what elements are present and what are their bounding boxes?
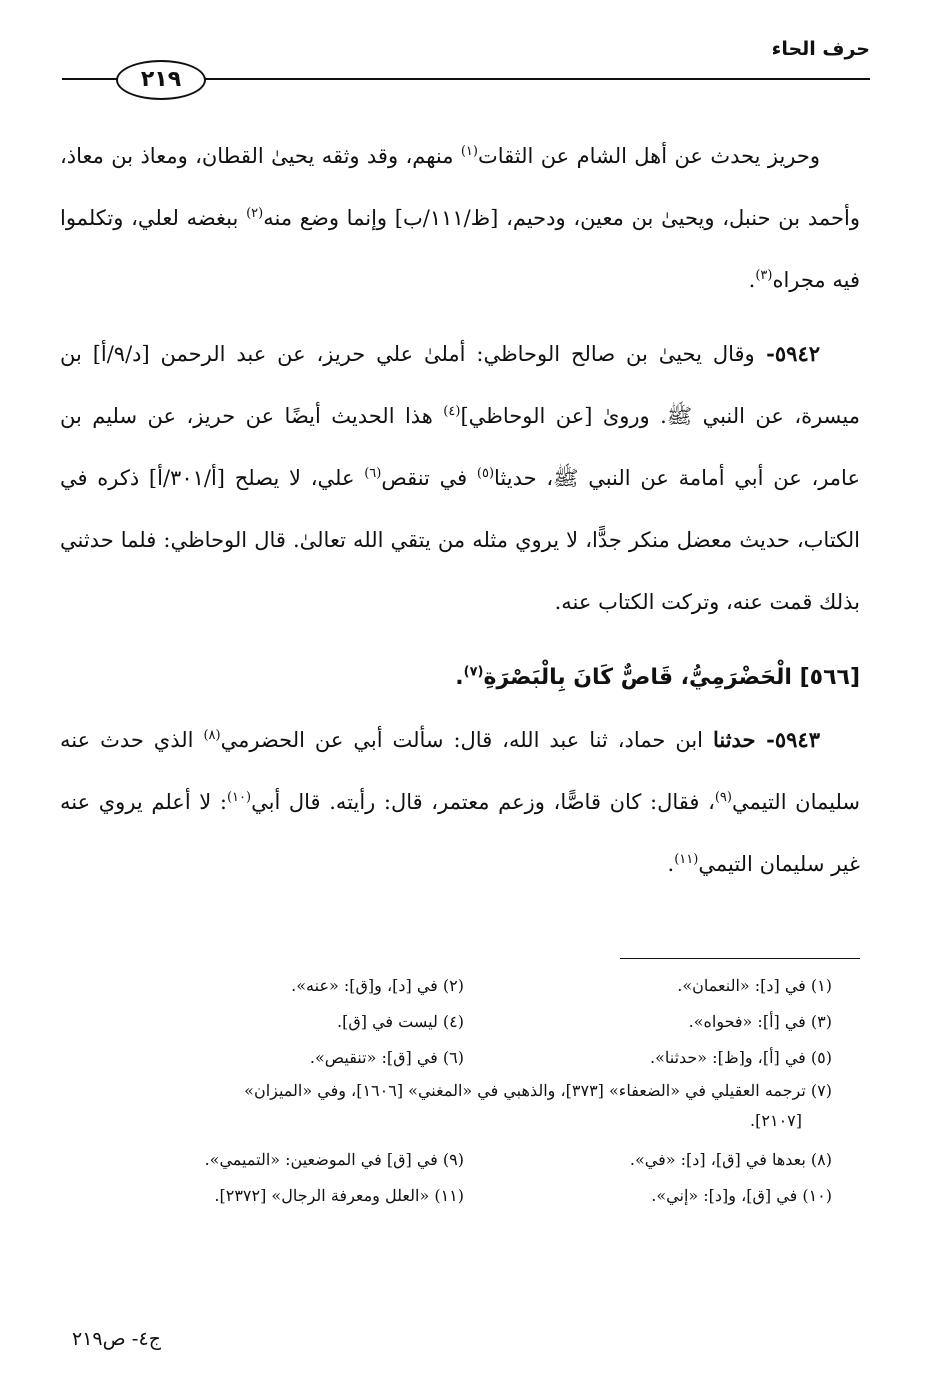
footnote-2: (٢) في [د]، و[ق]: «عنه». (291, 976, 464, 995)
footnote-rule (620, 958, 860, 959)
footnote-7 (96, 1076, 832, 1136)
page-number-badge: ٢١٩ (116, 60, 206, 100)
footnote-9: (٩) في [ق] في الموضعين: «التميمي». (204, 1150, 464, 1169)
text-run: علي، لا يصلح [أ/٣٠١/أ] ذكره في الكتاب، حديث معضل منكر جدًّا، لا يروي مثله من يتقي الله تعالىٰ. قال الوحاظي: فلما حدثني بذلك قمت عنه، وتركت الكتاب عنه. (60, 466, 860, 614)
text-run: الذي حدث عنه سليمان التيمي (60, 728, 860, 814)
footnote-11: (١١) «العلل ومعرفة الرجال» [٢٣٧٢]. (214, 1186, 464, 1205)
footnote-ref: (١١) (674, 852, 699, 867)
main-text (60, 125, 860, 895)
footnote-3: (٣) في [أ]: «فحواه». (688, 1012, 832, 1031)
footnote-ref: (١٠) (226, 790, 252, 805)
footnote-8: (٨) بعدها في [ق]، [د]: «في». (629, 1150, 832, 1169)
footnotes (96, 968, 832, 1214)
footnote-ref: (٨) (203, 728, 221, 743)
footnote-ref: (٣) (755, 268, 773, 283)
paragraph-5943 (60, 709, 860, 895)
footnote-7-line1: (٧) ترجمه العقيلي في «الضعفاء» [٣٧٣]، والذهبي في «المغني» [١٦٠٦]، وفي «الميزان» (244, 1081, 832, 1100)
footnote-row (96, 1076, 832, 1136)
text-run: هذا الحديث أيضًا عن حريز، عن سليم بن عامر، عن أبي أمامة عن النبي ﷺ، حديثا (60, 404, 860, 490)
text-run: : لا أعلم يروي عنه غير سليمان التيمي (60, 790, 860, 876)
text-run: وقال يحيىٰ بن صالح الوحاظي: أملىٰ علي حريز، عن عبد الرحمن [د/٩/أ] بن ميسرة، عن النبي ﷺ. وروىٰ [عن الوحاظي] (60, 342, 860, 428)
footnote-ref: (٢) (246, 206, 264, 221)
heading-text: . (455, 665, 464, 690)
volume-page-reference: ج٤- ص٢١٩ (72, 1328, 161, 1350)
hadith-number: ٥٩٤٣- (755, 727, 820, 752)
entry-heading (60, 647, 860, 709)
footnote-row (96, 968, 832, 1004)
heading-text: [٥٦٦] الْحَضْرَمِيُّ، قَاصٌّ كَانَ بِالْبَصْرَةِ (483, 665, 860, 690)
footnote-ref: (٦) (364, 466, 382, 481)
footnote-ref: (١) (460, 144, 478, 159)
footnote-1: (١) في [د]: «النعمان». (677, 976, 832, 995)
footnote-row (96, 1004, 832, 1040)
footnote-row (96, 1040, 832, 1076)
footnote-ref: (٥) (476, 466, 495, 481)
footnote-row (96, 1142, 832, 1178)
text-run: في تنقص (381, 466, 477, 490)
footnote-4: (٤) ليست في [ق]. (337, 1012, 464, 1031)
paragraph-1 (60, 125, 860, 311)
footnote-row (96, 1178, 832, 1214)
text-run: . (667, 852, 675, 876)
text-run: منهم، وقد وثقه يحيىٰ القطان، ومعاذ بن معاذ، وأحمد بن حنبل، ويحيىٰ بن معين، ودحيم، [ظ/١١١/ب] وإنما وضع منه (60, 144, 860, 230)
text-run: . (748, 268, 756, 292)
keyword: حدثنا (712, 727, 756, 752)
hadith-number: ٥٩٤٢- (754, 341, 821, 366)
footnote-ref: (٧) (463, 664, 484, 680)
text-run: ببغضه لعلي، وتكلموا فيه مجراه (60, 206, 860, 292)
text-run: ابن حماد، ثنا عبد الله، قال: سألت أبي عن الحضرمي (220, 728, 713, 752)
text-run: وحريز يحدث عن أهل الشام عن الثقات (477, 144, 821, 168)
running-header: حرف الحاء (771, 38, 870, 60)
footnote-6: (٦) في [ق]: «تنقيص». (309, 1048, 464, 1067)
footnote-5: (٥) في [أ]، و[ظ]: «حدثنا». (649, 1048, 832, 1067)
footnote-ref: (٤) (443, 404, 461, 419)
paragraph-5942 (60, 323, 860, 633)
footnote-10: (١٠) في [ق]، و[د]: «إني». (651, 1186, 832, 1205)
footnote-7-line2: [٢١٠٧]. (750, 1111, 802, 1130)
text-run: ، فقال: كان قاصًّا، وزعم معتمر، قال: رأيته. قال أبي (251, 790, 715, 814)
footnote-ref: (٩) (714, 790, 732, 805)
